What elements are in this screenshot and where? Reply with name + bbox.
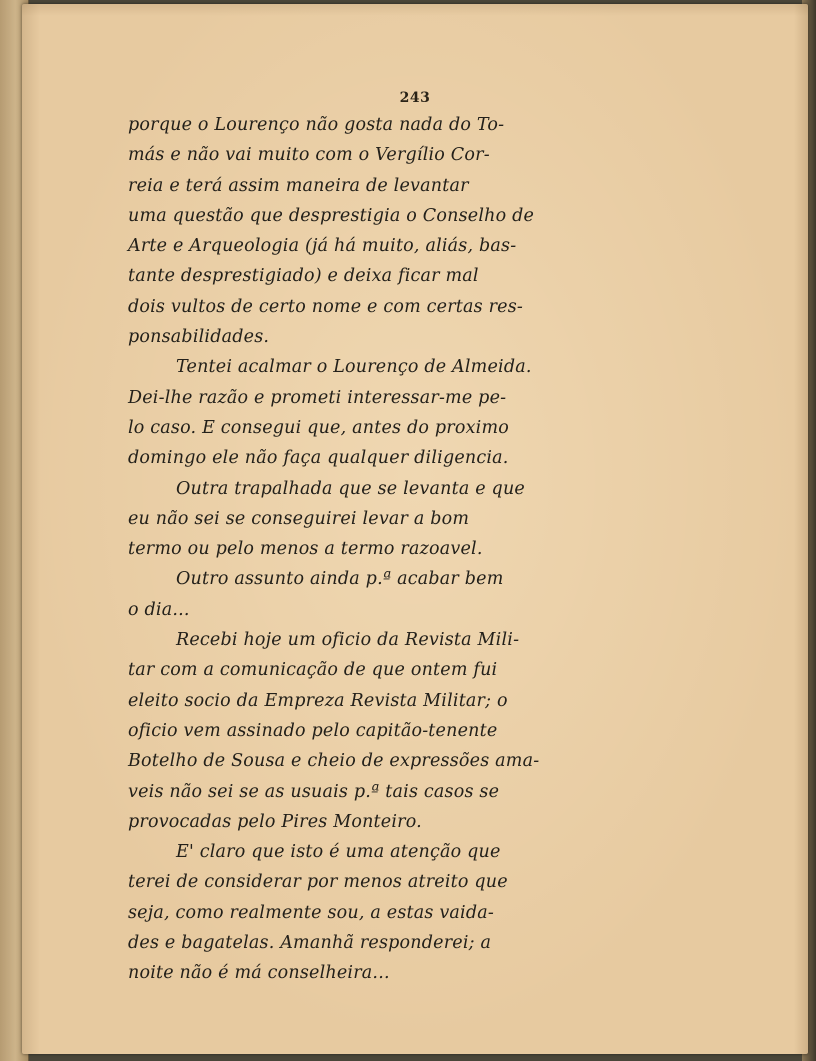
manuscript-line: Botelho de Sousa e cheio de expressões ama- — [128, 751, 540, 772]
manuscript-line: porque o Lourenço não gosta nada do To- — [128, 115, 505, 135]
manuscript-line: veis não sei se as usuais p.ª tais casos se — [128, 781, 500, 802]
manuscript-line: E' claro que isto é uma atenção que — [176, 842, 501, 863]
manuscript-line: eleito socio da Empreza Revista Militar; o — [128, 690, 508, 711]
manuscript-line: uma questão que desprestigia o Conselho de — [128, 205, 535, 226]
manuscript-line: termo ou pelo menos a termo razoavel. — [128, 539, 483, 560]
manuscript-line: Recebi hoje um oficio da Revista Mili- — [176, 630, 520, 651]
page-number: 243 — [399, 90, 431, 106]
manuscript-line: domingo ele não faça qualquer diligencia. — [128, 448, 509, 469]
manuscript-line: des e bagatelas. Amanhã responderei; a — [128, 933, 492, 954]
manuscript-line: terei de considerar por menos atreito que — [128, 872, 508, 893]
manuscript-line: Outra trapalhada que se levanta e que — [176, 478, 525, 499]
manuscript-line: Dei-lhe razão e prometi interessar-me pe- — [128, 387, 507, 408]
manuscript-line: seja, como realmente sou, a estas vaida- — [128, 902, 494, 923]
manuscript-line: dois vultos de certo nome e com certas res- — [128, 296, 524, 317]
manuscript-line: provocadas pelo Pires Monteiro. — [128, 811, 422, 832]
manuscript-line: tar com a comunicação de que ontem fui — [128, 660, 498, 681]
manuscript-line: reia e terá assim maneira de levantar — [128, 175, 469, 196]
manuscript-line: Tentei acalmar o Lourenço de Almeida. — [176, 357, 532, 378]
manuscript-line: lo caso. E consegui que, antes do proximo — [128, 417, 509, 438]
manuscript-line: más e não vai muito com o Vergílio Cor- — [128, 145, 490, 166]
manuscript-line: noite não é má conselheira... — [128, 963, 390, 984]
manuscript-line: tante desprestigiado) e deixa ficar mal — [128, 266, 479, 287]
manuscript-line: ponsabilidades. — [128, 327, 270, 348]
manuscript-page — [22, 4, 808, 1054]
manuscript-line: Arte e Arqueologia (já há muito, aliás, bas- — [128, 236, 517, 257]
manuscript-line: oficio vem assinado pelo capitão-tenente — [128, 720, 498, 741]
manuscript-line: eu não sei se conseguirei levar a bom — [128, 508, 470, 529]
manuscript-line: o dia... — [128, 599, 190, 620]
handwritten-text-block — [128, 110, 638, 989]
manuscript-line: Outro assunto ainda p.ª acabar bem — [176, 569, 504, 590]
